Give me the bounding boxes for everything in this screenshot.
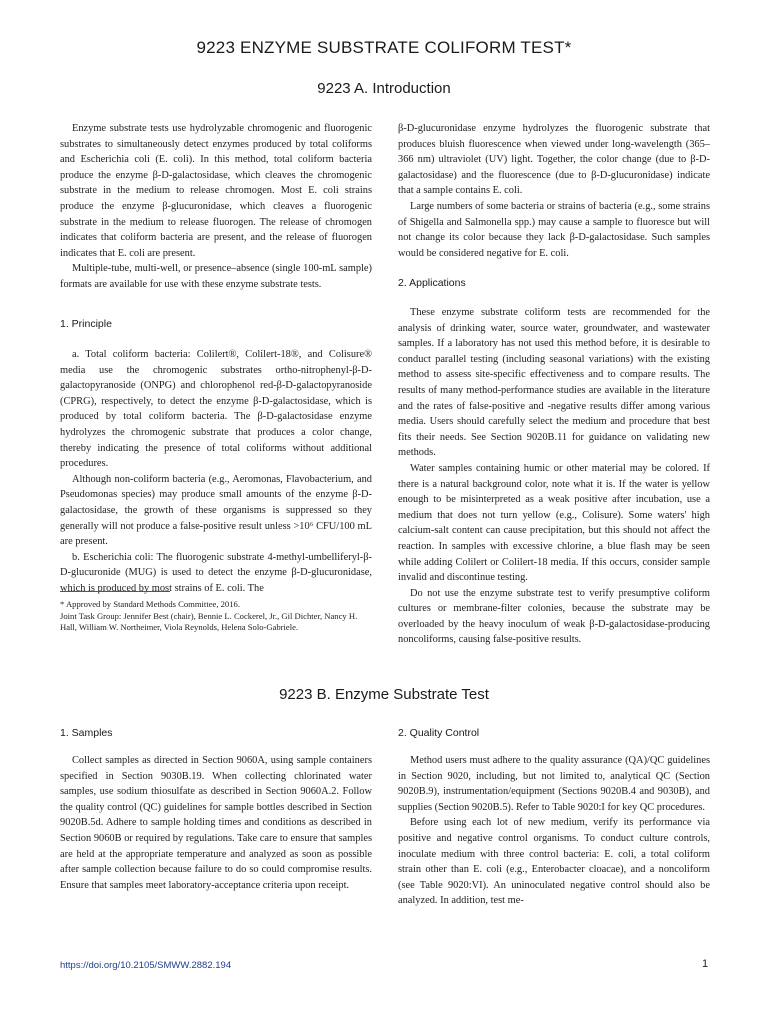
intro-right-column [398, 121, 710, 261]
applications-paragraph-3: Do not use the enzyme substrate test to verify presumptive coliform cultures or membrane-filter colonies, because the substrate may be overloaded by the heavy inoculum of weak β-D-galactosidase-producing noncoliforms, causing false-positive results. [398, 587, 710, 646]
samples-heading: 1. Samples [60, 727, 113, 739]
section-a-title: 9223 A. Introduction [317, 80, 451, 97]
intro-left-column [60, 121, 372, 293]
principle-paragraph-b: b. Escherichia coli: The fluorogenic substrate 4-methyl-umbelliferyl-β-D-glucuronide (MUG) is used to detect the enzyme β-D-glucuronidase, which is produced by most strains of E. coli. The [60, 551, 372, 594]
intro-paragraph-2: Multiple-tube, multi-well, or presence–absence (single 100-mL sample) formats are available for use with these enzyme substrate tests. [60, 263, 372, 290]
applications-heading: 2. Applications [398, 277, 466, 289]
samples-paragraph: Collect samples as directed in Section 9060A, using sample containers specified in Section 9030B.19. When collecting chlorinated water samples, use sodium thiosulfate as described in Section 9060A.2. Follow the quality control (QC) guidelines for sample bottles described in Section 9020B.5d. Adhere to sample holding times and conditions as described in Section 9060B or required by regulations. Take care to ensure that samples are held at the appropriate temperature and analyzed as soon as possible after sample collection because failure to do so could compromise results. Ensure that samples meet laboratory-acceptance criteria upon receipt. [60, 755, 372, 891]
doi-link[interactable]: https://doi.org/10.2105/SMWW.2882.194 [60, 960, 232, 971]
footnote-rule [60, 591, 170, 592]
quality-control-paragraph-2: Before using each lot of new medium, verify its performance via positive and negative control organisms. To conduct culture controls, inoculate medium with three control bacteria: E. coli, a total coliform strain other than E. coli (e.g., Enterobacter cloacae), and a noncoliform (see Table 9020:VI). An uninoculated negative control should also be analyzed. In addition, test me- [398, 817, 710, 907]
principle-body [60, 347, 372, 597]
footnote-task-group: Joint Task Group: Jennifer Best (chair), Bennie L. Cockerel, Jr., Gil Dichter, Nancy H. Hall, William W. Northeimer, Viola Reynolds, Helena Solo-Gabriele. [60, 610, 358, 632]
principle-paragraph-a: a. Total coliform bacteria: Colilert®, Colilert-18®, and Colisure® media use the chromogenic substrates ortho-nitrophenyl-β-D-galactopyranoside (ONPG) and chlorophenol red-β-D-galactopyranoside (CPRG), respectively, to detect the enzyme β-D-galactosidase, which is produced by total coliform bacteria. The β-D-galactosidase enzyme hydrolyzes the chromogenic substrate that produces a color change, thereby indicating the presence of total coliforms without additional procedures. [60, 349, 372, 470]
glucuronidase-paragraph: β-D-glucuronidase enzyme hydrolyzes the fluorogenic substrate that produces bluish fluorescence when viewed under long-wavelength (365–366 nm) ultraviolet (UV) light. Together, the color change (due to β-D-galactosidase) and the fluorescence (due to β-D-glucuronidase) indicate that a sample contains E. coli. [398, 123, 710, 197]
principle-paragraph-noncoliform: Although non-coliform bacteria (e.g., Aeromonas, Flavobacterium, and Pseudomonas species) may produce small amounts of the enzyme β-D-galactosidase, the growth of these organisms is suppressed so they generally will not produce a false-positive result unless >10⁶ CFU/100 mL are present. [60, 473, 372, 548]
applications-paragraph-2: Water samples containing humic or other material may be colored. If there is a natural background color, note what it is. If the water is yellow enough to be misinterpreted as a weak positive after incubation, use a medium that does not turn yellow (e.g., Colisure). Some waters' high calcium-salt content can cause precipitation, but this should not affect the reaction. In samples with excessive chlorine, a blue flash may be seen while adding Colilert or Colilert-18 media. If this occurs, consider sample invalid and discontinue testing. [398, 462, 710, 584]
footnote-approval: * Approved by Standard Methods Committee, 2016. [60, 599, 240, 609]
quality-control-body [398, 753, 710, 909]
page-number: 1 [702, 958, 709, 970]
applications-body [398, 305, 710, 648]
samples-body [60, 753, 372, 893]
quality-control-paragraph-1: Method users must adhere to the quality assurance (QA)/QC guidelines in Section 9020, including, but not limited to, analytical QC (Section 9020B.9), instrumentation/equipment (Sections 9020B.4 and 9030B), and supplies (Section 9020B.5). Refer to Table 9020:I for key QC procedures. [398, 755, 710, 813]
quality-control-heading: 2. Quality Control [398, 727, 480, 739]
document-title: 9223 ENZYME SUBSTRATE COLIFORM TEST* [196, 38, 572, 57]
fluoresce-paragraph: Large numbers of some bacteria or strains of bacteria (e.g., some strains of Shigella and Salmonella spp.) may cause a sample to fluoresce but will not change its color because they lack β-D-galactosidase. Such samples would be considered negative for E. coli. [398, 200, 710, 259]
section-b-title: 9223 B. Enzyme Substrate Test [279, 686, 489, 703]
principle-heading: 1. Principle [60, 318, 112, 330]
footnote [60, 599, 372, 634]
applications-paragraph-1: These enzyme substrate coliform tests are recommended for the analysis of drinking water, source water, groundwater, and wastewater samples. If a laboratory has not used this method before, it is desirable to conduct parallel testing (including seasonal variations) with the existing method to assess site-specific effectiveness and to compare results. The results of many method-performance studies are available in the literature and the rates of false-positive and -negative results differ among various media. Users should carefully select the medium and procedure that best fits their needs. See Section 9020B.11 for guidance on validating new methods. [398, 307, 710, 459]
intro-paragraph-1: Enzyme substrate tests use hydrolyzable chromogenic and fluorogenic substrates to simultaneously detect enzymes produced by total coliforms and Escherichia coli (E. coli). In this method, total coliform bacteria produce the enzyme β-D-galactosidase, which cleaves the chromogenic substrate in the medium to release chromogen. Most E. coli strains produce the enzyme β-glucuronidase, which cleaves a fluorogenic substrate in the medium to release fluorogen. The release of chromogen indicates that coliform bacteria are present, and the release of fluorogen indicates that E. coli are present. [60, 123, 372, 259]
